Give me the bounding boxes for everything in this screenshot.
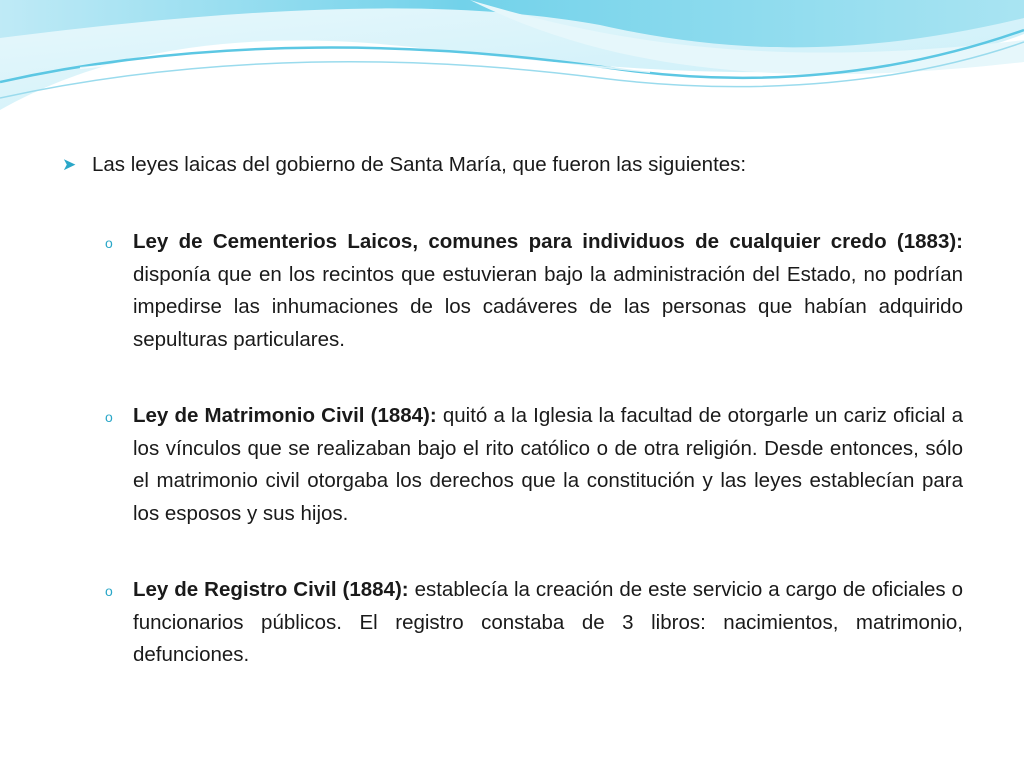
circle-bullet-icon: o [105, 583, 113, 599]
law-description: quitó a la Iglesia la facultad de otorgarle un cariz oficial a los vínculos que se realizaban bajo el rito católico o de otra religión. Desde entonces, sólo el matrimonio civil otorgaba los derechos que la constitución y las leyes establecían para los esposos y sus hijos. [133, 404, 964, 525]
law-description: disponía que en los recintos que estuvieran bajo la administración del Estado, no podrían impedirse las inhumaciones de los cadáveres de las personas que habían adquirido sepulturas particulares. [133, 262, 963, 351]
law-title: Ley de Cementerios Laicos, comunes para individuos de cualquier credo (1883): [133, 230, 963, 253]
law-description: establecía la creación de este servicio a cargo de oficiales o funcionarios públicos. El registro constaba de 3 libros: nacimientos, matrimonio, defunciones. [133, 578, 964, 666]
law-item [105, 400, 965, 530]
law-paragraph [133, 400, 963, 530]
law-title: Ley de Matrimonio Civil (1884): [133, 404, 437, 427]
intro-text: Las leyes laicas del gobierno de Santa María, que fueron las siguientes: [92, 153, 747, 176]
circle-bullet-icon: o [105, 235, 113, 251]
circle-bullet-icon: o [105, 409, 113, 425]
laws-list [105, 226, 965, 716]
law-paragraph [133, 574, 963, 672]
law-item [105, 226, 965, 356]
law-title: Ley de Registro Civil (1884): [133, 578, 409, 601]
arrow-bullet-icon: ➤ [62, 155, 77, 174]
law-item [105, 574, 965, 672]
law-paragraph [133, 226, 963, 356]
intro-bullet [62, 150, 962, 180]
